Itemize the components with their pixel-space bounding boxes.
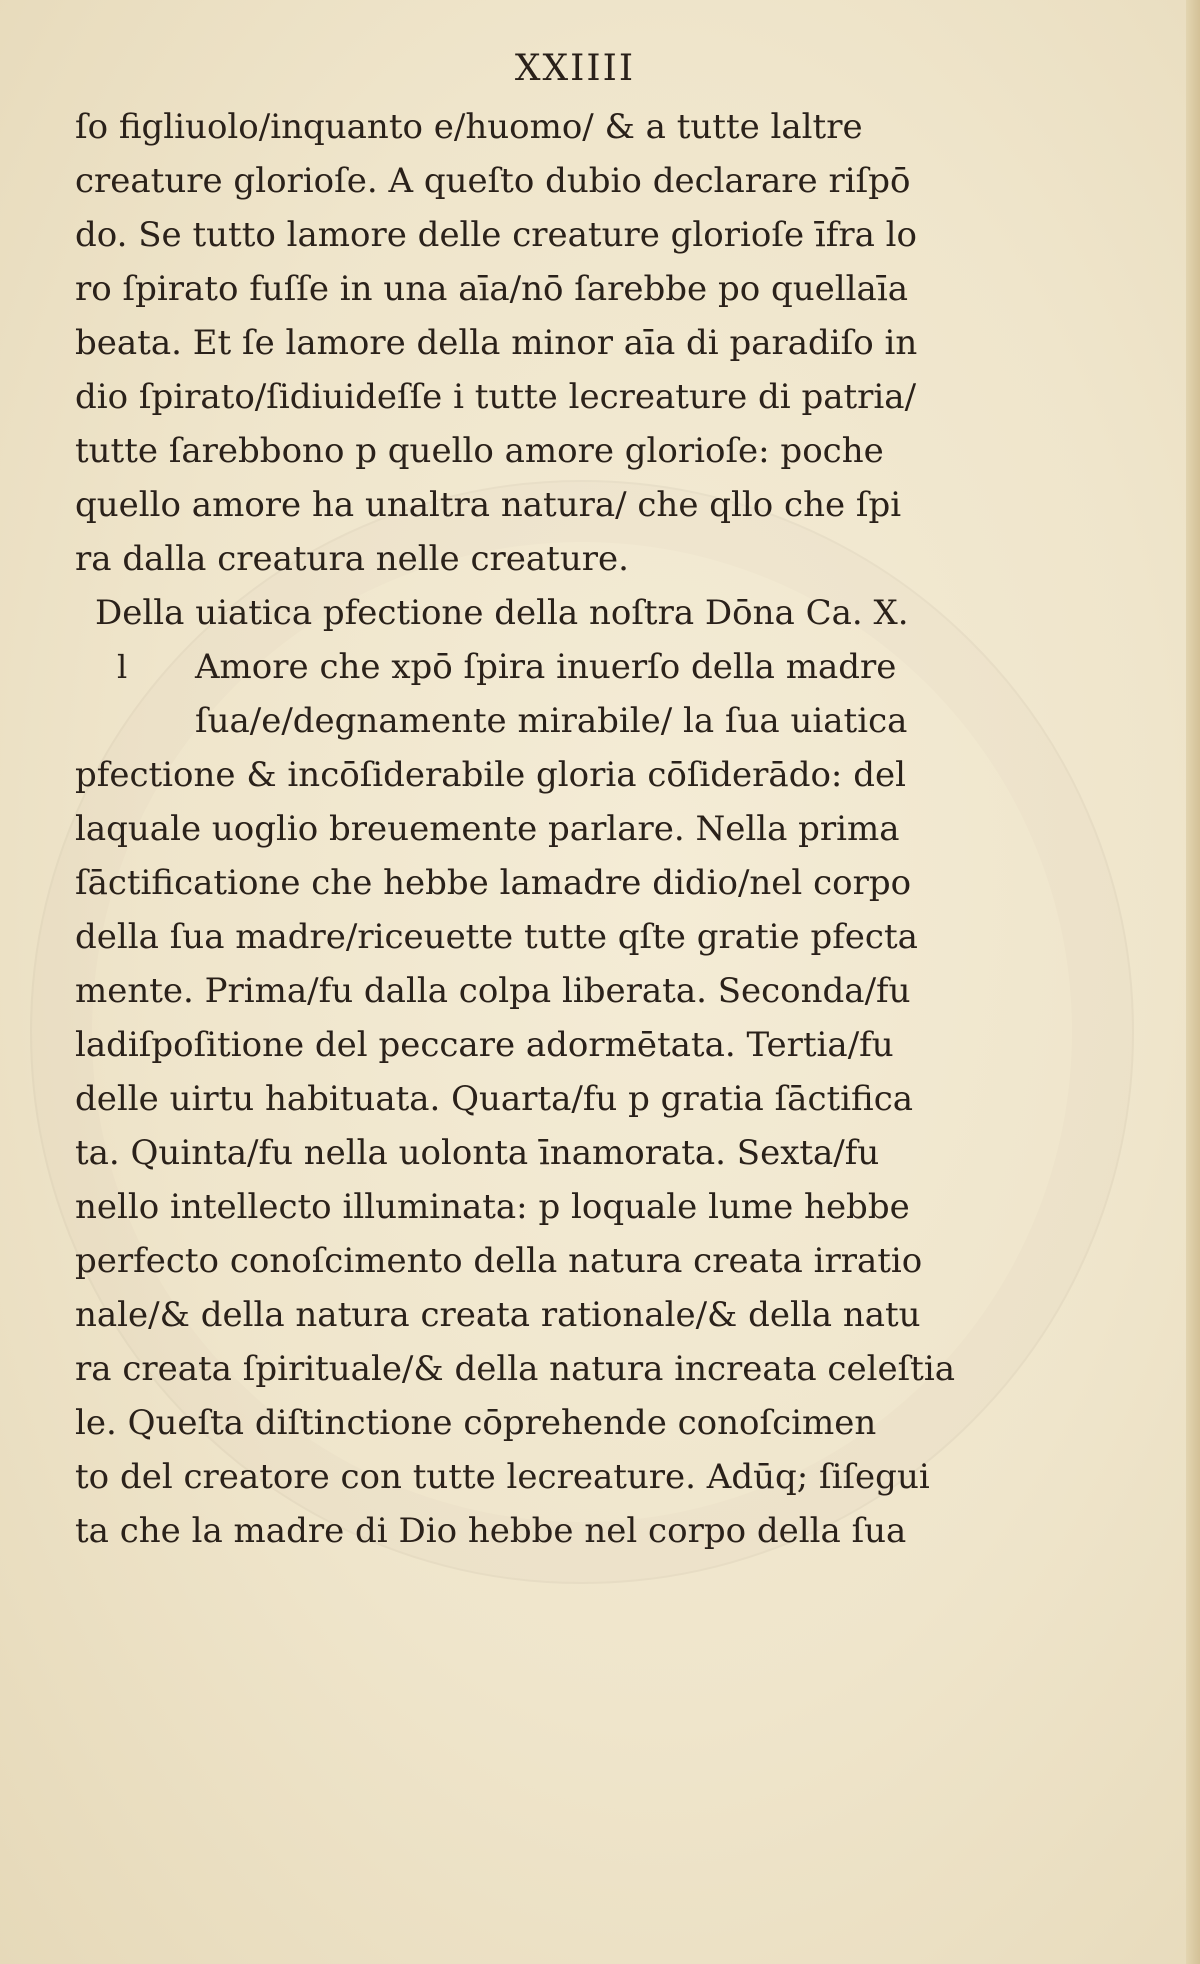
text-line: ta che la madre di Dio hebbe nel corpo della ſua: [75, 1511, 907, 1551]
text-line: ſo figliuolo/inquanto e/huomo/ & a tutte laltre: [75, 107, 863, 147]
initial-paragraph-start: [75, 640, 955, 748]
chapter-heading: Della uiatica pfectione della noſtra Dōna Ca. X.: [95, 593, 909, 633]
text-line: creature glorioſe. A queſto dubio declarare riſpō: [75, 161, 911, 201]
text-line: ladiſpoſitione del peccare adormētata. Tertia/fu: [75, 1025, 894, 1065]
text-line: nello intellecto illuminata: p loquale lume hebbe: [75, 1187, 910, 1227]
text-line: to del creatore con tutte lecreature. Adūq; ſiſegui: [75, 1457, 930, 1497]
text-line: delle uirtu habituata. Quarta/fu p gratia ſāctifica: [75, 1079, 914, 1119]
text-line: ra creata ſpirituale/& della natura increata celeſtia: [75, 1349, 955, 1389]
body-text: [75, 100, 955, 1558]
text-line: laquale uoglio breuemente parlare. Nella prima: [75, 809, 900, 849]
text-line-content: Amore che xpō ſpira inuerſo della madre: [195, 647, 897, 687]
text-line: pfectione & incōſiderabile gloria cōſiderādo: del: [75, 755, 906, 795]
text-line: ro ſpirato fuſſe in una aīa/nō ſarebbe po quellaīa: [75, 269, 908, 309]
text-line: dio ſpirato/ſidiuideſſe i tutte lecreature di patria/: [75, 377, 917, 417]
guide-letter: l: [117, 648, 128, 686]
text-line: beata. Et ſe lamore della minor aīa di paradiſo in: [75, 323, 918, 363]
text-line: perfecto conoſcimento della natura creata irratio: [75, 1241, 923, 1281]
text-line-indented: ſua/e/degnamente mirabile/ la ſua uiatica: [195, 701, 908, 741]
text-line: della ſua madre/riceuette tutte qſte gratie pfecta: [75, 917, 918, 957]
text-line: ſāctificatione che hebbe lamadre didio/nel corpo: [75, 863, 912, 903]
text-line: quello amore ha unaltra natura/ che qllo che ſpi: [75, 485, 902, 525]
blank-initial-space: [115, 640, 195, 748]
signature-mark: XXIIII: [514, 48, 636, 89]
text-line: do. Se tutto lamore delle creature glorioſe īfra lo: [75, 215, 918, 255]
text-line: le. Queſta diſtinctione cōprehende conoſcimen: [75, 1403, 877, 1443]
text-line: nale/& della natura creata rationale/& della natu: [75, 1295, 921, 1335]
text-line: ra dalla creatura nelle creature.: [75, 539, 629, 579]
text-line: mente. Prima/fu dalla colpa liberata. Seconda/fu: [75, 971, 911, 1011]
text-line: ta. Quinta/fu nella uolonta īnamorata. Sexta/fu: [75, 1133, 880, 1173]
text-line: tutte ſarebbono p quello amore glorioſe: poche: [75, 431, 884, 471]
page-edge: [1186, 0, 1200, 1964]
text-line-with-guide-letter: [75, 640, 955, 694]
